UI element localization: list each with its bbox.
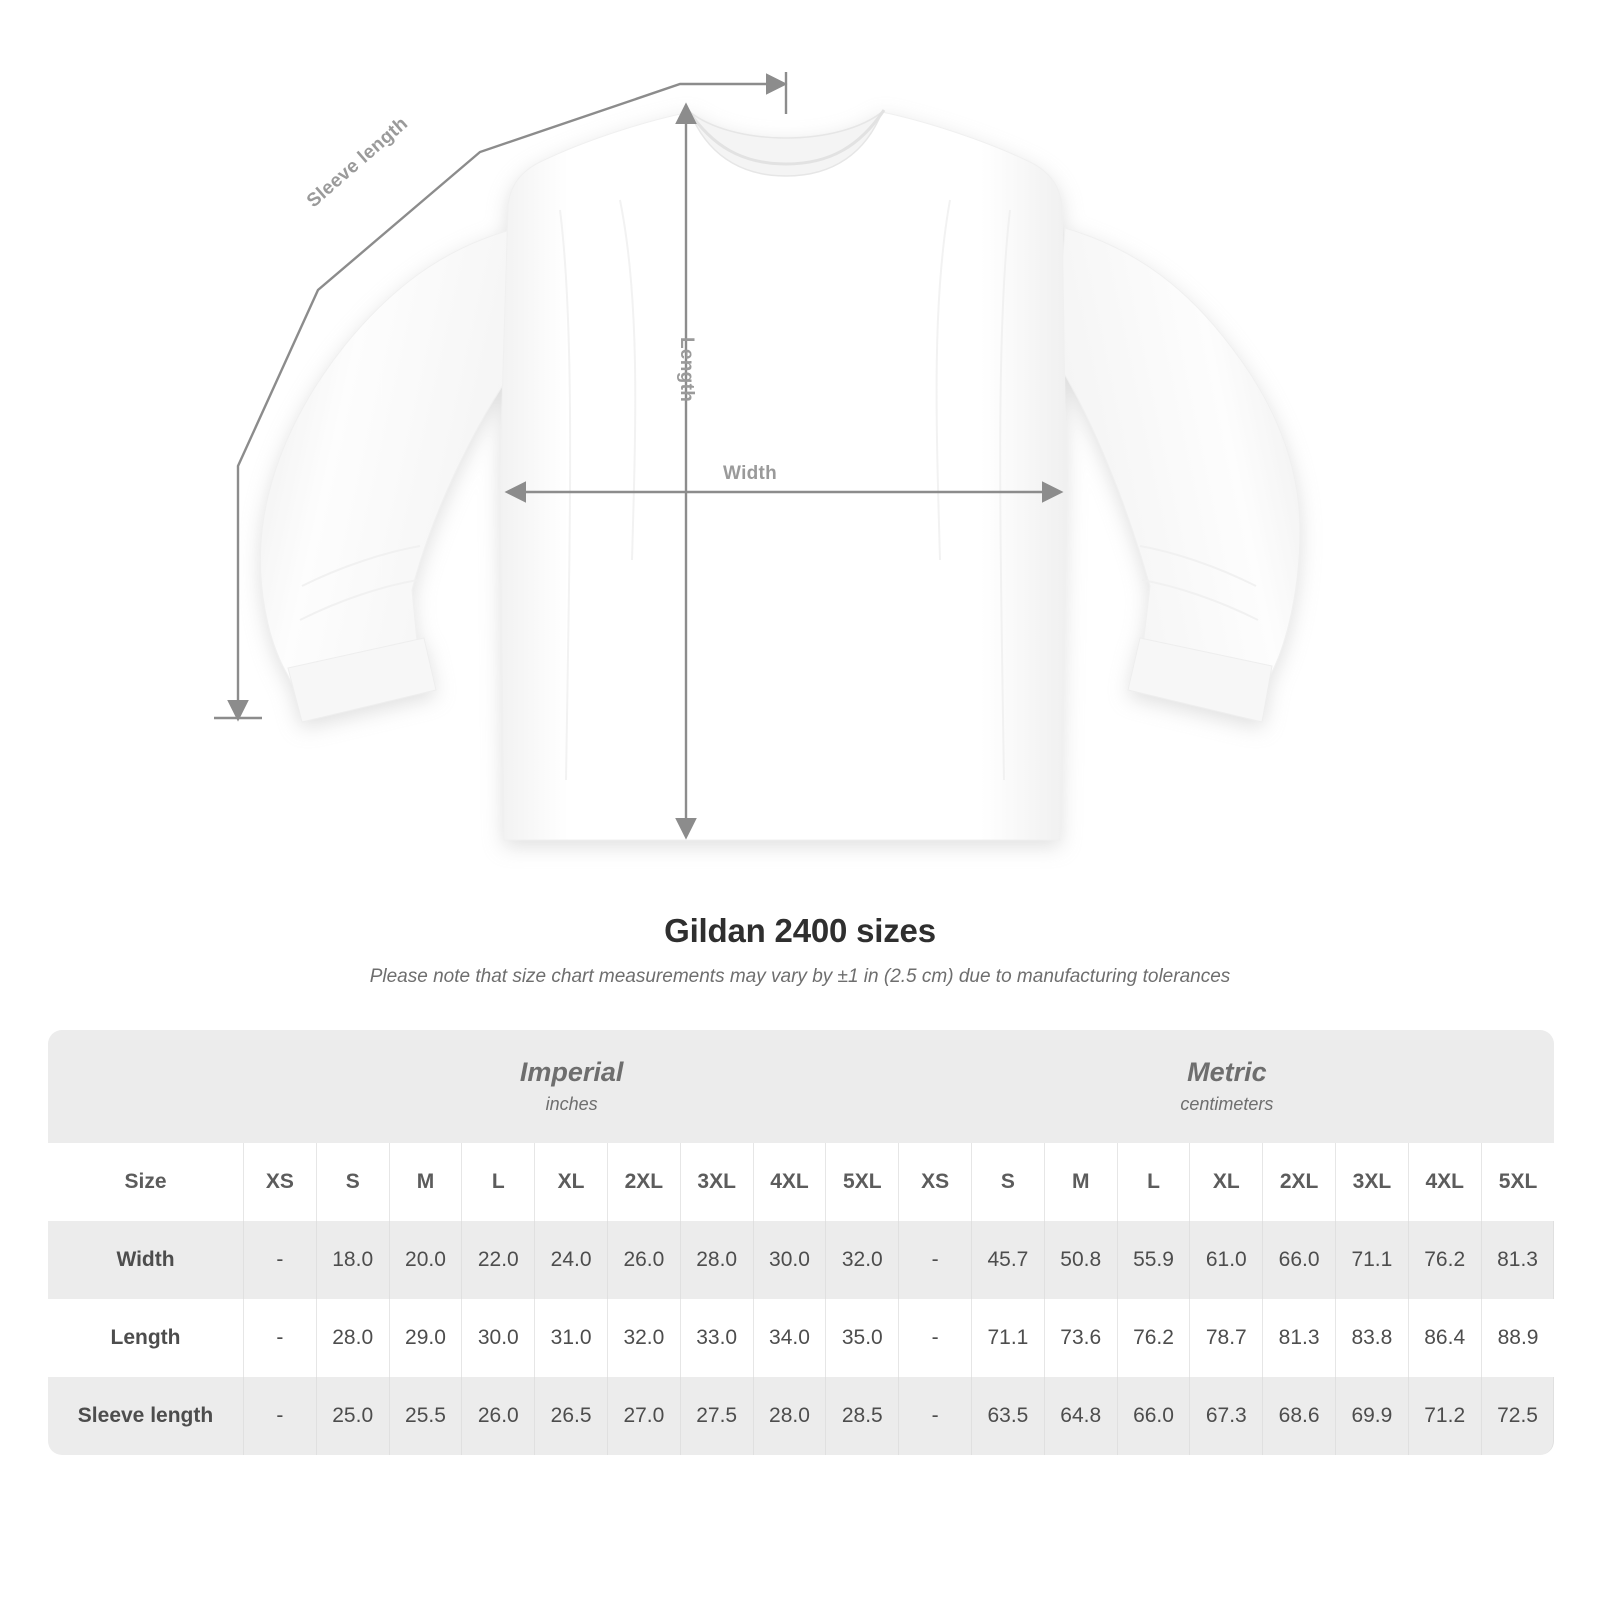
- unit-header-row: [48, 1030, 1554, 1143]
- cell: 66.0: [1118, 1377, 1191, 1455]
- size-col-imperial-xl: XL: [535, 1143, 608, 1221]
- size-col-imperial-s: S: [317, 1143, 390, 1221]
- cell: 67.3: [1190, 1377, 1263, 1455]
- cell: 76.2: [1409, 1221, 1482, 1299]
- cell: 30.0: [754, 1221, 827, 1299]
- cell: 32.0: [826, 1221, 899, 1299]
- size-col-imperial-4xl: 4XL: [754, 1143, 827, 1221]
- length-label: Length: [676, 337, 697, 403]
- cell: 68.6: [1263, 1377, 1336, 1455]
- cell: 30.0: [462, 1299, 535, 1377]
- cell: 88.9: [1482, 1299, 1555, 1377]
- unit-group-metric-sub: centimeters: [1180, 1093, 1274, 1114]
- cell: 72.5: [1482, 1377, 1555, 1455]
- unit-group-metric: [899, 1030, 1554, 1143]
- cell: 25.0: [317, 1377, 390, 1455]
- cell: 27.0: [608, 1377, 681, 1455]
- cell: 24.0: [535, 1221, 608, 1299]
- sleeve-length-label: Sleeve length: [303, 113, 413, 212]
- size-col-metric-xl: XL: [1190, 1143, 1263, 1221]
- unit-group-imperial: [244, 1030, 899, 1143]
- cell: 45.7: [972, 1221, 1045, 1299]
- size-col-imperial-3xl: 3XL: [681, 1143, 754, 1221]
- row-label-width: Width: [48, 1221, 244, 1299]
- cell: 63.5: [972, 1377, 1045, 1455]
- cell: 50.8: [1045, 1221, 1118, 1299]
- size-header-label: Size: [48, 1143, 244, 1221]
- cell: 81.3: [1263, 1299, 1336, 1377]
- cell: 18.0: [317, 1221, 390, 1299]
- cell: 28.0: [754, 1377, 827, 1455]
- unit-header-spacer: [48, 1030, 244, 1143]
- cell: -: [244, 1377, 317, 1455]
- size-col-metric-4xl: 4XL: [1409, 1143, 1482, 1221]
- cell: 27.5: [681, 1377, 754, 1455]
- cell: 86.4: [1409, 1299, 1482, 1377]
- cell: 26.5: [535, 1377, 608, 1455]
- row-label-sleeve-length: Sleeve length: [48, 1377, 244, 1455]
- cell: 31.0: [535, 1299, 608, 1377]
- cell: 33.0: [681, 1299, 754, 1377]
- cell: 61.0: [1190, 1221, 1263, 1299]
- cell: -: [899, 1299, 972, 1377]
- page-title: Gildan 2400 sizes: [664, 912, 936, 949]
- cell: 20.0: [390, 1221, 463, 1299]
- cell: 83.8: [1336, 1299, 1409, 1377]
- size-header-row: [48, 1143, 1554, 1221]
- unit-group-imperial-name: Imperial: [519, 1057, 624, 1087]
- cell: 55.9: [1118, 1221, 1191, 1299]
- size-table-wrapper: [48, 1030, 1552, 1455]
- size-col-imperial-2xl: 2XL: [608, 1143, 681, 1221]
- cell: -: [244, 1299, 317, 1377]
- width-label: Width: [723, 463, 778, 484]
- cell: -: [899, 1221, 972, 1299]
- cell: 78.7: [1190, 1299, 1263, 1377]
- cell: 26.0: [608, 1221, 681, 1299]
- table-row: [48, 1377, 1554, 1455]
- cell: -: [244, 1221, 317, 1299]
- cell: 32.0: [608, 1299, 681, 1377]
- cell: 28.0: [317, 1299, 390, 1377]
- cell: -: [899, 1377, 972, 1455]
- table-row: [48, 1299, 1554, 1377]
- table-row: [48, 1221, 1554, 1299]
- size-table: [48, 1030, 1554, 1455]
- cell: 81.3: [1482, 1221, 1555, 1299]
- size-col-metric-s: S: [972, 1143, 1045, 1221]
- cell: 28.5: [826, 1377, 899, 1455]
- cell: 71.2: [1409, 1377, 1482, 1455]
- size-col-metric-2xl: 2XL: [1263, 1143, 1336, 1221]
- cell: 29.0: [390, 1299, 463, 1377]
- tolerance-note: Please note that size chart measurements may vary by ±1 in (2.5 cm) due to manufacturing tolerances: [369, 966, 1231, 987]
- cell: 34.0: [754, 1299, 827, 1377]
- size-col-imperial-l: L: [462, 1143, 535, 1221]
- cell: 73.6: [1045, 1299, 1118, 1377]
- cell: 76.2: [1118, 1299, 1191, 1377]
- cell: 26.0: [462, 1377, 535, 1455]
- cell: 64.8: [1045, 1377, 1118, 1455]
- size-col-metric-m: M: [1045, 1143, 1118, 1221]
- unit-group-metric-name: Metric: [1187, 1057, 1267, 1087]
- cell: 66.0: [1263, 1221, 1336, 1299]
- cell: 22.0: [462, 1221, 535, 1299]
- size-col-imperial-m: M: [390, 1143, 463, 1221]
- size-col-metric-xs: XS: [899, 1143, 972, 1221]
- size-col-metric-l: L: [1118, 1143, 1191, 1221]
- size-col-imperial-xs: XS: [244, 1143, 317, 1221]
- size-col-metric-3xl: 3XL: [1336, 1143, 1409, 1221]
- unit-group-imperial-sub: inches: [545, 1093, 598, 1114]
- cell: 71.1: [972, 1299, 1045, 1377]
- cell: 25.5: [390, 1377, 463, 1455]
- size-col-imperial-5xl: 5XL: [826, 1143, 899, 1221]
- shirt-shape: [260, 110, 1300, 840]
- cell: 69.9: [1336, 1377, 1409, 1455]
- size-col-metric-5xl: 5XL: [1482, 1143, 1555, 1221]
- cell: 35.0: [826, 1299, 899, 1377]
- cell: 28.0: [681, 1221, 754, 1299]
- cell: 71.1: [1336, 1221, 1409, 1299]
- title-block: [0, 912, 1600, 988]
- row-label-length: Length: [48, 1299, 244, 1377]
